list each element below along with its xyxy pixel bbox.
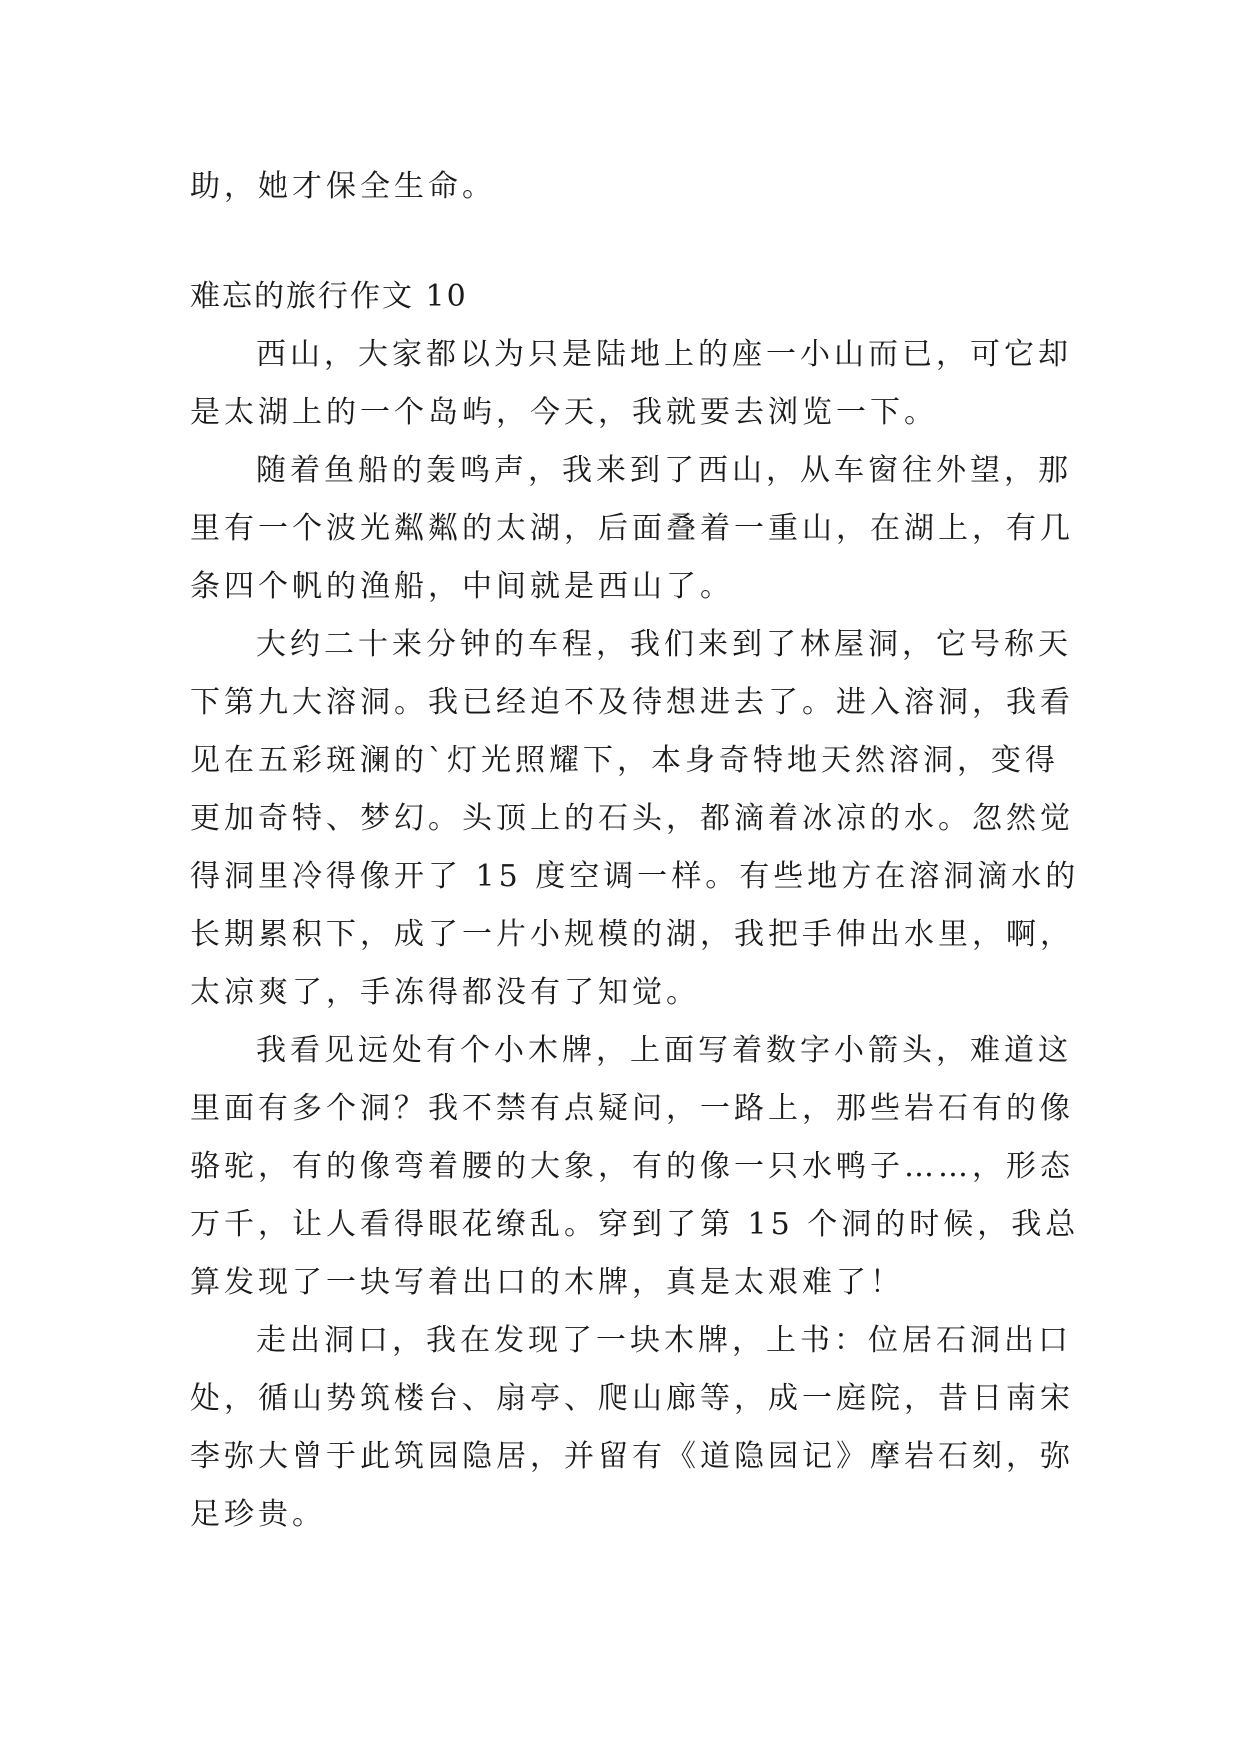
paragraph-5 [190,1312,1074,1544]
paragraph-line: 里有一个波光粼粼的太湖，后面叠着一重山，在湖上，有几 [190,511,1074,546]
paragraph-line: 得洞里冷得像开了 15 度空调一样。有些地方在溶洞滴水的 [190,859,1080,894]
paragraph-line: 见在五彩斑澜的`灯光照耀下，本身奇特地天然溶洞，变得 [190,743,1059,778]
paragraph-line: 算发现了一块写着出口的木牌，真是太艰难了！ [190,1265,904,1300]
paragraph-line: 下第九大溶洞。我已经迫不及待想进去了。进入溶洞，我看 [190,685,1074,720]
paragraph-3 [190,616,1080,1022]
paragraph-line: 足珍贵。 [190,1497,326,1532]
paragraph-line: 大约二十来分钟的车程，我们来到了林屋洞，它号称天 [256,627,1072,662]
paragraph-line: 更加奇特、梦幻。头顶上的石头，都滴着冰凉的水。忽然觉 [190,801,1074,836]
paragraph-line: 走出洞口，我在发现了一块木牌，上书：位居石洞出口 [256,1323,1072,1358]
paragraph-line: 长期累积下，成了一片小规模的湖，我把手伸出水里，啊， [190,917,1074,952]
paragraph-line: 李弥大曾于此筑园隐居，并留有《道隐园记》摩岩石刻，弥 [190,1439,1074,1474]
document-body [190,158,1080,1544]
paragraph-line: 随着鱼船的轰鸣声，我来到了西山，从车窗往外望，那 [256,453,1072,488]
essay-title: 难忘的旅行作文 10 [190,279,468,314]
paragraph-line: 西山，大家都以为只是陆地上的座一小山而已，可它却 [256,337,1072,372]
paragraph-line: 是太湖上的一个岛屿，今天，我就要去浏览一下。 [190,395,938,430]
paragraph-1 [190,326,1072,442]
paragraph-line: 骆驼，有的像弯着腰的大象，有的像一只水鸭子……，形态 [190,1149,1074,1184]
opening-line: 助，她才保全生命。 [190,169,496,204]
paragraph-line: 处，循山势筑楼台、扇亭、爬山廊等，成一庭院，昔日南宋 [190,1381,1074,1416]
paragraph-line: 我看见远处有个小木牌，上面写着数字小箭头，难道这 [256,1033,1072,1068]
paragraph-line: 太凉爽了，手冻得都没有了知觉。 [190,975,700,1010]
paragraph-line: 万千，让人看得眼花缭乱。穿到了第 15 个洞的时候，我总 [190,1207,1080,1242]
paragraph-4 [190,1022,1080,1312]
paragraph-line: 里面有多个洞？我不禁有点疑问，一路上，那些岩石有的像 [190,1091,1074,1126]
paragraph-line: 条四个帆的渔船，中间就是西山了。 [190,569,734,604]
paragraph-2 [190,442,1074,616]
